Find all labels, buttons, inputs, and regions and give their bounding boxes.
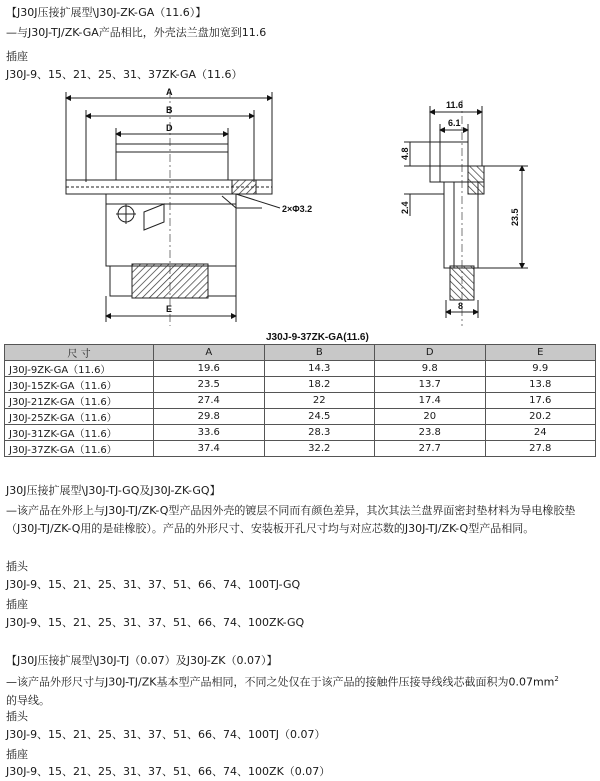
dim-4-8-label: 4.8 (400, 147, 410, 160)
cell-e: 24 (485, 425, 596, 441)
cell-e: 20.2 (485, 409, 596, 425)
dim-11-6-label: 11.6 (446, 100, 464, 110)
hole-label: 2×Φ3.2 (282, 204, 313, 214)
table-header-row (5, 345, 596, 361)
cell-d: 27.7 (375, 441, 486, 457)
dim-6-1-label: 6.1 (448, 118, 461, 128)
section2-socket-models: J30J-9、15、21、25、31、37、51、66、74、100ZK-GQ (6, 616, 305, 629)
header-e: E (485, 345, 596, 361)
cell-b: 18.2 (264, 377, 375, 393)
cell-e: 27.8 (485, 441, 596, 457)
table-row (5, 393, 596, 409)
cell-e: 9.9 (485, 361, 596, 377)
cell-d: 13.7 (375, 377, 486, 393)
cell-a: 23.5 (154, 377, 265, 393)
dim-23-5-label: 23.5 (510, 208, 520, 226)
cell-a: 29.8 (154, 409, 265, 425)
dim-d-label: D (166, 123, 173, 133)
section2-socket-label: 插座 (6, 598, 28, 611)
dimension-table (4, 344, 596, 457)
cell-b: 24.5 (264, 409, 375, 425)
cell-model: J30J-9ZK-GA（11.6） (5, 361, 154, 377)
table-row (5, 425, 596, 441)
cell-d: 23.8 (375, 425, 486, 441)
cell-a: 19.6 (154, 361, 265, 377)
technical-drawing (0, 86, 600, 344)
cell-e: 17.6 (485, 393, 596, 409)
section3-plug-label: 插头 (6, 710, 28, 723)
cell-model: J30J-25ZK-GA（11.6） (5, 409, 154, 425)
section2-title: J30J压接扩展型\J30J-TJ-GQ及J30J-ZK-GQ】 (6, 484, 221, 497)
cell-b: 22 (264, 393, 375, 409)
section3-socket-label: 插座 (6, 748, 28, 761)
section3-desc-block (6, 670, 594, 710)
section2-plug-label: 插头 (6, 560, 28, 573)
section3-plug-models: J30J-9、15、21、25、31、37、51、66、74、100TJ（0.07） (6, 728, 326, 741)
cell-d: 20 (375, 409, 486, 425)
header-a: A (154, 345, 265, 361)
table-row (5, 377, 596, 393)
section1-title: 【J30J压接扩展型\J30J-ZK-GA（11.6）】 (6, 6, 207, 19)
section1-models: J30J-9、15、21、25、31、37ZK-GA（11.6） (6, 68, 243, 81)
cell-model: J30J-31ZK-GA（11.6） (5, 425, 154, 441)
cell-b: 28.3 (264, 425, 375, 441)
cell-model: J30J-15ZK-GA（11.6） (5, 377, 154, 393)
cell-e: 13.8 (485, 377, 596, 393)
cell-b: 32.2 (264, 441, 375, 457)
section3-desc-sup: 2 (554, 675, 559, 683)
cell-a: 33.6 (154, 425, 265, 441)
cell-a: 37.4 (154, 441, 265, 457)
header-b: B (264, 345, 375, 361)
section3-desc: —该产品外形尺寸与J30J-TJ/ZK基本型产品相同，不同之处仅在于该产品的接触件压接导线线芯截面积为0.07mm (6, 675, 555, 689)
dim-a-label: A (166, 87, 173, 97)
table-row (5, 361, 596, 377)
dim-8-label: 8 (458, 301, 464, 311)
section1-socket-label: 插座 (6, 50, 28, 63)
table-row (5, 441, 596, 457)
cell-model: J30J-37ZK-GA（11.6） (5, 441, 154, 457)
cell-model: J30J-21ZK-GA（11.6） (5, 393, 154, 409)
drawing-caption: J30J-9-37ZK-GA(11.6) (266, 332, 369, 343)
section2-plug-models: J30J-9、15、21、25、31、37、51、66、74、100TJ-GQ (6, 578, 301, 591)
cell-a: 27.4 (154, 393, 265, 409)
dim-2-4-label: 2.4 (400, 201, 410, 214)
section3-socket-models: J30J-9、15、21、25、31、37、51、66、74、100ZK（0.07） (6, 765, 331, 778)
section3-desc-tail: 的导线。 (6, 693, 50, 707)
cell-d: 17.4 (375, 393, 486, 409)
cell-d: 9.8 (375, 361, 486, 377)
dim-e-label: E (166, 304, 173, 314)
header-size: 尺 寸 (5, 345, 154, 361)
table-row (5, 409, 596, 425)
header-d: D (375, 345, 486, 361)
dim-b-label: B (166, 105, 173, 115)
section3-title: 【J30J压接扩展型\J30J-TJ（0.07）及J30J-ZK（0.07）】 (6, 654, 278, 667)
cell-b: 14.3 (264, 361, 375, 377)
section2-desc: —该产品在外形上与J30J-TJ/ZK-Q型产品因外壳的镀层不同而有颜色差异，其次其法兰盘界面密封垫材料为导电橡胶垫（J30J-TJ/ZK-Q用的是硅橡胶）。产品的外形尺寸、安装板开孔尺寸均与对应芯数的J30J-TJ/ZK-Q型产品相同。 (6, 504, 576, 535)
section1-desc: —与J30J-TJ/ZK-GA产品相比，外壳法兰盘加宽到11.6 (6, 26, 267, 39)
